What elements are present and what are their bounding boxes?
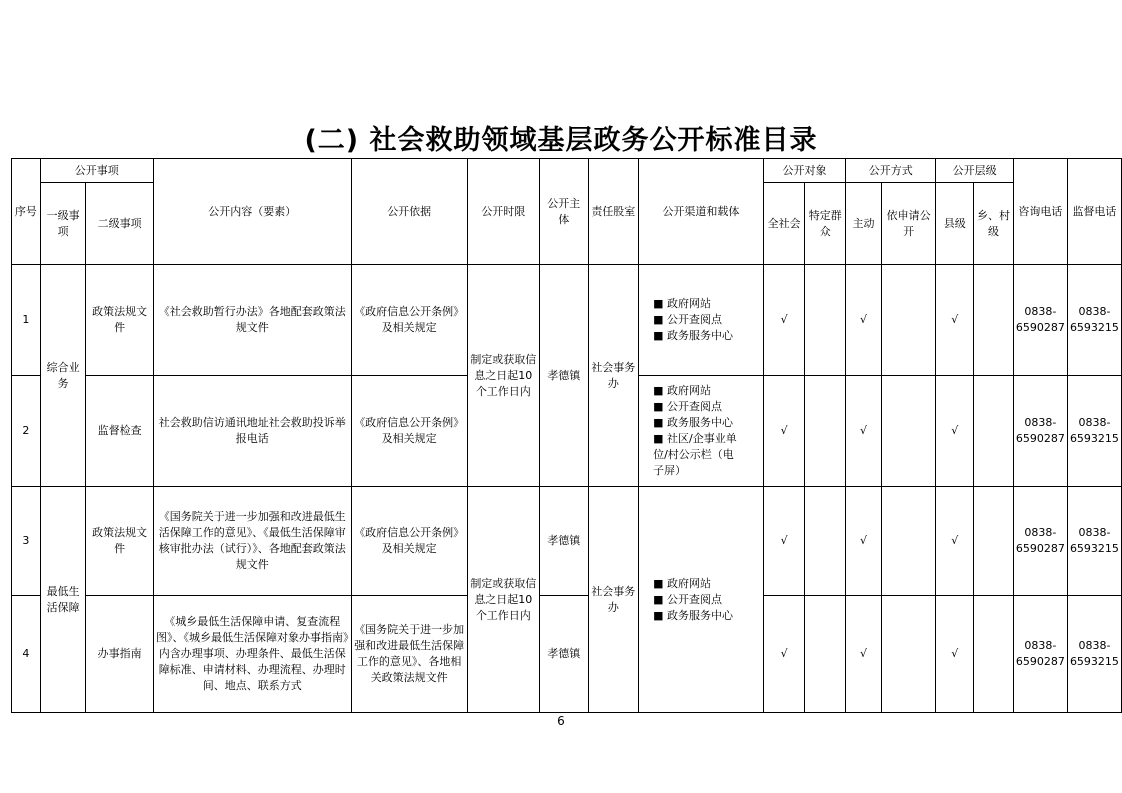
check-target-special: [805, 376, 846, 487]
page-title: (二) 社会救助领域基层政务公开标准目录: [304, 125, 818, 156]
time-limit-cell: 制定或获取信息之日起10个工作日内: [467, 487, 539, 713]
table-row: [12, 596, 1122, 713]
channel-item: ■ 公开查阅点: [653, 400, 722, 413]
check-level-town: [974, 376, 1014, 487]
check-target-all: √: [763, 376, 805, 487]
check-method-active: √: [846, 596, 882, 713]
row-seq: 3: [12, 487, 41, 596]
header-level2: 二级事项: [86, 183, 153, 265]
dept-cell: 社会事务办: [588, 487, 639, 713]
consult-phone: 0838-6590287: [1013, 487, 1067, 596]
supervise-phone: 0838-6593215: [1067, 487, 1121, 596]
header-method-request: 依申请公开: [881, 183, 936, 265]
level2-item: 政策法规文件: [86, 487, 153, 596]
header-target-special: 特定群众: [805, 183, 846, 265]
header-level-town: 乡、村级: [974, 183, 1014, 265]
check-target-all: √: [763, 487, 805, 596]
subject-cell: 孝德镇: [539, 487, 588, 596]
header-subject: 公开主体: [539, 159, 588, 265]
channel-item: 位/村公示栏（电: [653, 448, 734, 461]
basis-cell: 《政府信息公开条例》及相关规定: [351, 265, 467, 376]
check-level-town: [974, 265, 1014, 376]
header-dept: 责任股室: [588, 159, 639, 265]
subject-cell: 孝德镇: [539, 265, 588, 487]
header-target-all: 全社会: [763, 183, 805, 265]
content-cell: 《社会救助暂行办法》各地配套政策法规文件: [153, 265, 351, 376]
check-target-special: [805, 596, 846, 713]
check-method-active: √: [846, 265, 882, 376]
channel-item: ■ 政务服务中心: [653, 416, 733, 429]
channel-item: 子屏）: [653, 464, 687, 477]
table-row: [12, 265, 1122, 376]
header-seq: 序号: [12, 159, 41, 265]
level2-item: 政策法规文件: [86, 265, 153, 376]
header-channel: 公开渠道和载体: [639, 159, 764, 265]
catalog-table: [11, 158, 1122, 713]
check-target-all: √: [763, 265, 805, 376]
row-seq: 2: [12, 376, 41, 487]
basis-cell: 《国务院关于进一步加强和改进最低生活保障工作的意见》、各地相关政策法规文件: [351, 596, 467, 713]
dept-cell: 社会事务办: [588, 265, 639, 487]
channel-item: ■ 政府网站: [653, 297, 711, 310]
channel-cell: [639, 487, 764, 713]
check-method-request: [881, 487, 936, 596]
check-level-town: [974, 487, 1014, 596]
check-target-special: [805, 487, 846, 596]
check-method-request: [881, 596, 936, 713]
channel-cell: [639, 265, 764, 376]
content-cell: 《国务院关于进一步加强和改进最低生活保障工作的意见》、《最低生活保障审核审批办法（试行）》、各地配套政策法规文件: [153, 487, 351, 596]
row-seq: 1: [12, 265, 41, 376]
time-limit-cell: 制定或获取信息之日起10个工作日内: [467, 265, 539, 487]
check-level-county: √: [936, 265, 974, 376]
supervise-phone: 0838-6593215: [1067, 265, 1121, 376]
check-level-county: √: [936, 487, 974, 596]
level2-item: 办事指南: [86, 596, 153, 713]
supervise-phone: 0838-6593215: [1067, 596, 1121, 713]
check-level-county: √: [936, 376, 974, 487]
supervise-phone: 0838-6593215: [1067, 376, 1121, 487]
channel-cell: [639, 376, 764, 487]
basis-cell: 《政府信息公开条例》及相关规定: [351, 487, 467, 596]
header-time-limit: 公开时限: [467, 159, 539, 265]
row-seq: 4: [12, 596, 41, 713]
check-level-town: [974, 596, 1014, 713]
header-open-items: 公开事项: [40, 159, 153, 183]
check-method-active: √: [846, 376, 882, 487]
channel-item: ■ 公开查阅点: [653, 313, 722, 326]
channel-item: ■ 政务服务中心: [653, 608, 733, 622]
header-target: 公开对象: [763, 159, 845, 183]
table-row: [12, 487, 1122, 596]
header-level: 公开层级: [936, 159, 1014, 183]
consult-phone: 0838-6590287: [1013, 596, 1067, 713]
header-supervise: 监督电话: [1067, 159, 1121, 265]
check-method-request: [881, 265, 936, 376]
level1-item: 综合业务: [40, 265, 86, 487]
content-cell: 《城乡最低生活保障申请、复查流程图》、《城乡最低生活保障对象办事指南》内含办理事项、办理条件、最低生活保障标准、申请材料、办理流程、办理时间、地点、联系方式: [153, 596, 351, 713]
check-target-special: [805, 265, 846, 376]
header-method-active: 主动: [846, 183, 882, 265]
channel-item: ■ 公开查阅点: [653, 592, 722, 606]
check-method-active: √: [846, 487, 882, 596]
check-level-county: √: [936, 596, 974, 713]
subject-cell: 孝德镇: [539, 596, 588, 713]
channel-item: ■ 政府网站: [653, 576, 711, 590]
header-basis: 公开依据: [351, 159, 467, 265]
channel-item: ■ 政务服务中心: [653, 329, 733, 342]
header-level1: 一级事项: [40, 183, 86, 265]
consult-phone: 0838-6590287: [1013, 376, 1067, 487]
header-consult: 咨询电话: [1013, 159, 1067, 265]
basis-cell: 《政府信息公开条例》及相关规定: [351, 376, 467, 487]
header-content: 公开内容（要素）: [153, 159, 351, 265]
header-level-county: 县级: [936, 183, 974, 265]
channel-item: ■ 政府网站: [653, 384, 711, 397]
check-method-request: [881, 376, 936, 487]
page-number: 6: [557, 714, 565, 728]
header-method: 公开方式: [846, 159, 936, 183]
level2-item: 监督检查: [86, 376, 153, 487]
level1-item: 最低生活保障: [40, 487, 86, 713]
check-target-all: √: [763, 596, 805, 713]
content-cell: 社会救助信访通讯地址社会救助投诉举报电话: [153, 376, 351, 487]
consult-phone: 0838-6590287: [1013, 265, 1067, 376]
channel-item: ■ 社区/企事业单: [653, 432, 737, 445]
